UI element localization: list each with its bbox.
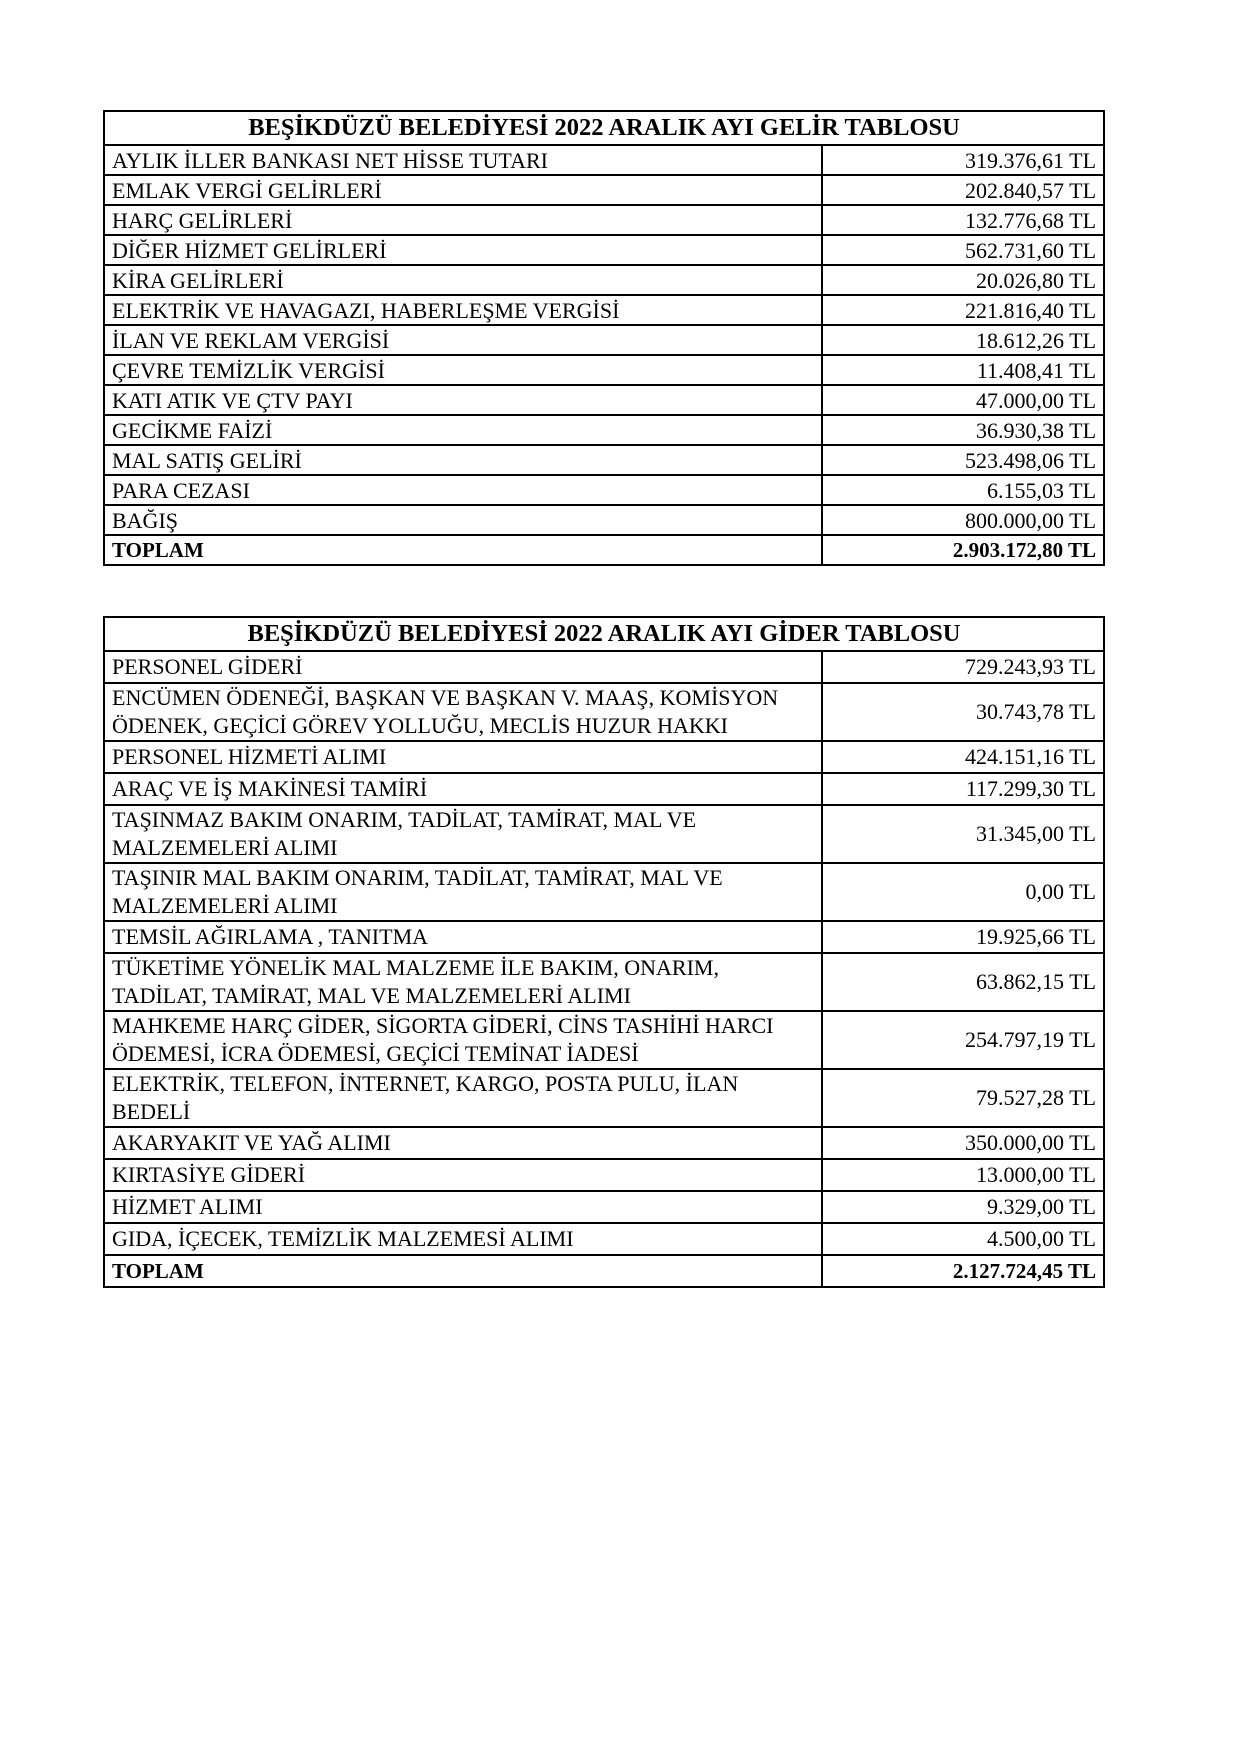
row-value: 319.376,61 TL <box>822 145 1104 175</box>
row-value: 20.026,80 TL <box>822 265 1104 295</box>
row-value: 562.731,60 TL <box>822 235 1104 265</box>
table-row <box>104 175 1104 205</box>
row-value: 800.000,00 TL <box>822 505 1104 535</box>
row-value: 202.840,57 TL <box>822 175 1104 205</box>
total-value: 2.127.724,45 TL <box>822 1255 1104 1287</box>
row-value: 30.743,78 TL <box>822 683 1104 741</box>
table-row <box>104 741 1104 773</box>
table-row <box>104 475 1104 505</box>
table-row <box>104 385 1104 415</box>
row-label: İLAN VE REKLAM VERGİSİ <box>104 325 822 355</box>
row-value: 13.000,00 TL <box>822 1159 1104 1191</box>
row-label: KIRTASİYE GİDERİ <box>104 1159 822 1191</box>
row-label: TAŞINIR MAL BAKIM ONARIM, TADİLAT, TAMİRAT, MAL VE MALZEMELERİ ALIMI <box>104 863 822 921</box>
income-table <box>103 110 1105 566</box>
row-value: 4.500,00 TL <box>822 1223 1104 1255</box>
row-value: 9.329,00 TL <box>822 1191 1104 1223</box>
row-value: 117.299,30 TL <box>822 773 1104 805</box>
income-table-title: BEŞİKDÜZÜ BELEDİYESİ 2022 ARALIK AYI GELİR TABLOSU <box>104 111 1104 145</box>
row-value: 11.408,41 TL <box>822 355 1104 385</box>
table-row <box>104 651 1104 683</box>
row-value: 31.345,00 TL <box>822 805 1104 863</box>
row-label: TÜKETİME YÖNELİK MAL MALZEME İLE BAKIM, ONARIM, TADİLAT, TAMİRAT, MAL VE MALZEMELERİ ALIMI <box>104 953 822 1011</box>
row-label: MAL SATIŞ GELİRİ <box>104 445 822 475</box>
row-label: PARA CEZASI <box>104 475 822 505</box>
row-value: 424.151,16 TL <box>822 741 1104 773</box>
table-row <box>104 1069 1104 1127</box>
row-value: 47.000,00 TL <box>822 385 1104 415</box>
row-label: GECİKME FAİZİ <box>104 415 822 445</box>
row-label: TAŞINMAZ BAKIM ONARIM, TADİLAT, TAMİRAT, MAL VE MALZEMELERİ ALIMI <box>104 805 822 863</box>
table-row <box>104 1191 1104 1223</box>
row-value: 221.816,40 TL <box>822 295 1104 325</box>
table-row <box>104 1011 1104 1069</box>
row-value: 0,00 TL <box>822 863 1104 921</box>
row-label: AYLIK İLLER BANKASI NET HİSSE TUTARI <box>104 145 822 175</box>
row-value: 79.527,28 TL <box>822 1069 1104 1127</box>
row-label: KATI ATIK VE ÇTV PAYI <box>104 385 822 415</box>
total-label: TOPLAM <box>104 535 822 565</box>
row-value: 19.925,66 TL <box>822 921 1104 953</box>
row-label: ÇEVRE TEMİZLİK VERGİSİ <box>104 355 822 385</box>
row-label: ENCÜMEN ÖDENEĞİ, BAŞKAN VE BAŞKAN V. MAAŞ, KOMİSYON ÖDENEK, GEÇİCİ GÖREV YOLLUĞU, MECLİS HUZUR HAKKI <box>104 683 822 741</box>
table-row <box>104 683 1104 741</box>
table-row <box>104 1159 1104 1191</box>
row-label: BAĞIŞ <box>104 505 822 535</box>
row-label: DİĞER HİZMET GELİRLERİ <box>104 235 822 265</box>
row-label: MAHKEME HARÇ GİDER, SİGORTA GİDERİ, CİNS TASHİHİ HARCI ÖDEMESİ, İCRA ÖDEMESİ, GEÇİCİ TEMİNAT İADESİ <box>104 1011 822 1069</box>
row-label: HARÇ GELİRLERİ <box>104 205 822 235</box>
row-label: AKARYAKIT VE YAĞ ALIMI <box>104 1127 822 1159</box>
table-row <box>104 505 1104 535</box>
row-label: ARAÇ VE İŞ MAKİNESİ TAMİRİ <box>104 773 822 805</box>
table-row <box>104 1127 1104 1159</box>
table-row <box>104 295 1104 325</box>
row-label: GIDA, İÇECEK, TEMİZLİK MALZEMESİ ALIMI <box>104 1223 822 1255</box>
total-row <box>104 1255 1104 1287</box>
row-value: 63.862,15 TL <box>822 953 1104 1011</box>
table-row <box>104 205 1104 235</box>
row-label: EMLAK VERGİ GELİRLERİ <box>104 175 822 205</box>
total-value: 2.903.172,80 TL <box>822 535 1104 565</box>
row-label: TEMSİL AĞIRLAMA , TANITMA <box>104 921 822 953</box>
table-row <box>104 953 1104 1011</box>
table-row <box>104 265 1104 295</box>
table-row <box>104 145 1104 175</box>
row-label: HİZMET ALIMI <box>104 1191 822 1223</box>
row-value: 523.498,06 TL <box>822 445 1104 475</box>
expense-table <box>103 616 1105 1288</box>
table-row <box>104 805 1104 863</box>
row-value: 6.155,03 TL <box>822 475 1104 505</box>
row-label: PERSONEL HİZMETİ ALIMI <box>104 741 822 773</box>
row-value: 36.930,38 TL <box>822 415 1104 445</box>
row-value: 254.797,19 TL <box>822 1011 1104 1069</box>
table-row <box>104 235 1104 265</box>
row-value: 132.776,68 TL <box>822 205 1104 235</box>
table-row <box>104 773 1104 805</box>
table-row <box>104 1223 1104 1255</box>
row-label: ELEKTRİK, TELEFON, İNTERNET, KARGO, POSTA PULU, İLAN BEDELİ <box>104 1069 822 1127</box>
row-value: 729.243,93 TL <box>822 651 1104 683</box>
row-value: 350.000,00 TL <box>822 1127 1104 1159</box>
total-row <box>104 535 1104 565</box>
expense-table-title: BEŞİKDÜZÜ BELEDİYESİ 2022 ARALIK AYI GİDER TABLOSU <box>104 617 1104 651</box>
table-row <box>104 445 1104 475</box>
table-row <box>104 921 1104 953</box>
table-row <box>104 355 1104 385</box>
row-label: ELEKTRİK VE HAVAGAZI, HABERLEŞME VERGİSİ <box>104 295 822 325</box>
row-value: 18.612,26 TL <box>822 325 1104 355</box>
total-label: TOPLAM <box>104 1255 822 1287</box>
table-row <box>104 863 1104 921</box>
table-row <box>104 325 1104 355</box>
row-label: PERSONEL GİDERİ <box>104 651 822 683</box>
row-label: KİRA GELİRLERİ <box>104 265 822 295</box>
table-row <box>104 415 1104 445</box>
